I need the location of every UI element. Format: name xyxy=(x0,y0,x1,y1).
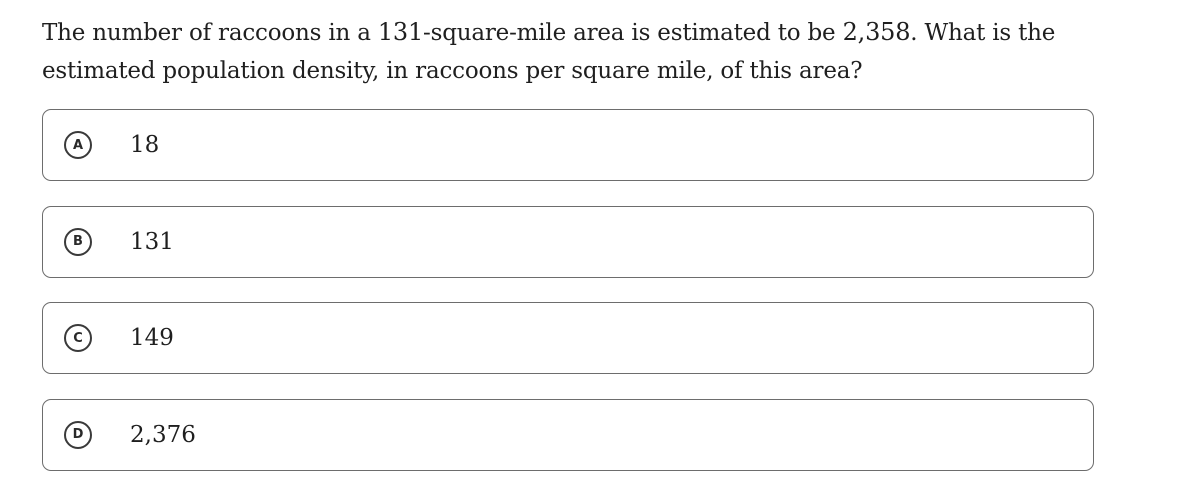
question-part-3: . What is the estimated population density, in raccoons per square mile, of this area? xyxy=(42,20,1056,84)
choice-c-text: 149 xyxy=(130,325,174,351)
choice-c[interactable] xyxy=(42,302,1094,374)
question-count-value: 2,358 xyxy=(842,18,911,46)
choice-b[interactable] xyxy=(42,206,1094,278)
question-area-value: 131 xyxy=(377,18,424,46)
choice-d-text: 2,376 xyxy=(130,421,196,448)
question-part-2: -square-mile area is estimated to be xyxy=(423,20,843,46)
choice-b-letter-badge: B xyxy=(64,228,92,256)
choice-b-text: 131 xyxy=(130,228,174,255)
choice-a-letter-badge: A xyxy=(64,131,92,159)
question-part-1: The number of raccoons in a xyxy=(42,20,378,46)
choice-d[interactable] xyxy=(42,399,1094,471)
choice-a[interactable] xyxy=(42,109,1094,181)
choice-d-letter-badge: D xyxy=(64,421,92,449)
choice-c-letter-badge: C xyxy=(64,324,92,352)
answer-choices xyxy=(42,109,1094,495)
question-text xyxy=(42,13,1102,90)
choice-a-text: 18 xyxy=(130,132,160,158)
